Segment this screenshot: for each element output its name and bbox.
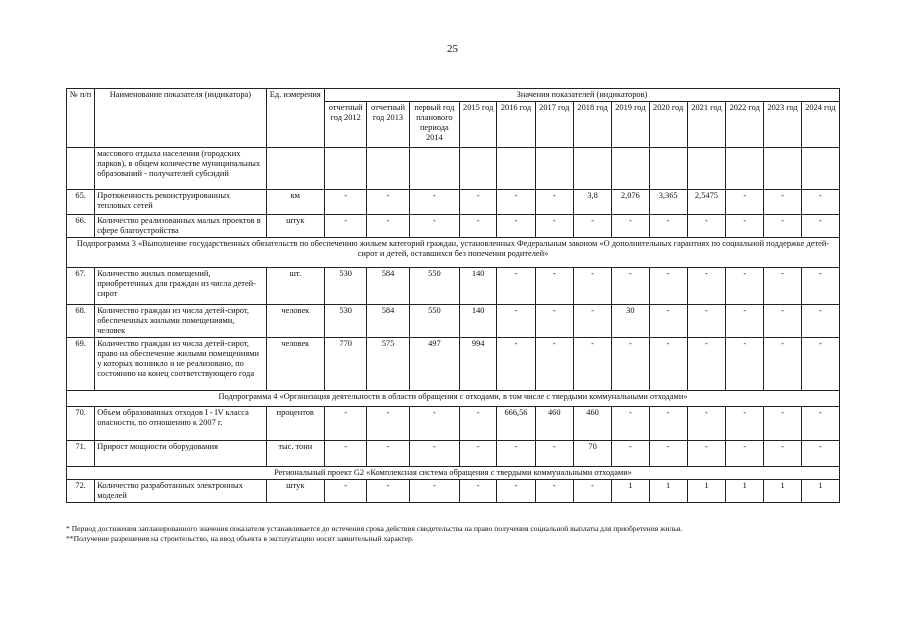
row-value: - xyxy=(573,480,611,503)
row-indicator-name: Количество граждан из числа детей-сирот, право на обеспечение жилыми помещениями у которых возникло и не реализовано, по состоянию на конец соответствующего года xyxy=(95,338,266,391)
row-value: 497 xyxy=(409,338,459,391)
table-row xyxy=(67,480,840,503)
row-indicator-name: Прирост мощности оборудования xyxy=(95,441,266,467)
row-value xyxy=(460,148,497,190)
row-unit: процентов xyxy=(266,407,324,441)
row-value: - xyxy=(325,441,367,467)
row-value: - xyxy=(535,305,573,338)
row-value xyxy=(325,148,367,190)
header-year: 2017 год xyxy=(535,102,573,148)
row-value xyxy=(612,148,649,190)
row-value: - xyxy=(687,407,725,441)
row-value: - xyxy=(497,190,535,215)
row-value xyxy=(649,148,687,190)
row-number xyxy=(67,148,95,190)
row-value: 30 xyxy=(612,305,649,338)
row-value: 1 xyxy=(649,480,687,503)
header-year: 2023 год xyxy=(764,102,801,148)
row-value: 1 xyxy=(687,480,725,503)
row-value: - xyxy=(612,338,649,391)
row-value: - xyxy=(573,305,611,338)
row-value: - xyxy=(573,268,611,305)
row-value: - xyxy=(726,190,764,215)
row-value xyxy=(764,148,801,190)
row-value: 994 xyxy=(460,338,497,391)
row-indicator-name: массового отдыха населения (городских парков), в общем количестве муниципальных образований - получателей субсидий xyxy=(95,148,266,190)
row-number: 69. xyxy=(67,338,95,391)
row-value: - xyxy=(801,190,839,215)
header-unit: Ед. измерения xyxy=(266,89,324,148)
row-value: - xyxy=(687,338,725,391)
header-year: 2020 год xyxy=(649,102,687,148)
row-value: - xyxy=(497,441,535,467)
row-value: - xyxy=(535,441,573,467)
row-unit: км xyxy=(266,190,324,215)
row-value: - xyxy=(460,480,497,503)
table-row xyxy=(67,190,840,215)
row-value: - xyxy=(726,441,764,467)
row-value: - xyxy=(367,407,409,441)
table-row xyxy=(67,441,840,467)
row-value: - xyxy=(726,268,764,305)
row-value: 530 xyxy=(325,305,367,338)
row-value: - xyxy=(409,480,459,503)
row-value: - xyxy=(801,441,839,467)
row-value xyxy=(687,148,725,190)
row-value: - xyxy=(649,268,687,305)
header-year: отчетный год 2012 xyxy=(325,102,367,148)
footnote-1: * Период достижения запланированного значения показателя устанавливается до истечения срока действия свидетельства на право получения социальной выплаты для приобретения жилья. xyxy=(66,524,683,533)
row-value: - xyxy=(726,215,764,238)
row-value: - xyxy=(726,305,764,338)
row-indicator-name: Количество реализованных малых проектов в сфере благоустройства xyxy=(95,215,266,238)
header-year: 2016 год xyxy=(497,102,535,148)
row-unit: штук xyxy=(266,480,324,503)
row-value: - xyxy=(801,215,839,238)
row-value: - xyxy=(497,268,535,305)
row-value: - xyxy=(687,215,725,238)
row-value: - xyxy=(612,407,649,441)
header-year: 2024 год xyxy=(801,102,839,148)
row-value: - xyxy=(535,268,573,305)
row-value: - xyxy=(367,190,409,215)
row-value: 140 xyxy=(460,305,497,338)
row-value: 1 xyxy=(764,480,801,503)
row-value: 550 xyxy=(409,268,459,305)
row-value: - xyxy=(460,215,497,238)
row-value: - xyxy=(367,215,409,238)
row-unit: шт. xyxy=(266,268,324,305)
row-indicator-name: Протяженность реконструированных тепловых сетей xyxy=(95,190,266,215)
row-value: - xyxy=(325,215,367,238)
footnote-2: **Получение разрешения на строительство, на ввод объекта в эксплуатацию носит заявительный характер. xyxy=(66,534,414,543)
row-value: - xyxy=(325,190,367,215)
row-value xyxy=(497,148,535,190)
row-indicator-name: Объем образованных отходов I - IV класса опасности, по отношению к 2007 г. xyxy=(95,407,266,441)
row-value: - xyxy=(573,215,611,238)
row-value: - xyxy=(801,407,839,441)
row-value: - xyxy=(612,441,649,467)
row-value: - xyxy=(460,190,497,215)
row-unit xyxy=(266,148,324,190)
row-value: - xyxy=(649,305,687,338)
header-year: 2019 год xyxy=(612,102,649,148)
row-value: - xyxy=(497,338,535,391)
row-value xyxy=(409,148,459,190)
row-number: 72. xyxy=(67,480,95,503)
section-title: Подпрограмма 4 «Организация деятельности в области обращения с отходами, в том числе с твердыми коммунальными отходами» xyxy=(67,391,840,407)
row-value: - xyxy=(460,441,497,467)
row-value: 530 xyxy=(325,268,367,305)
row-unit: штук xyxy=(266,215,324,238)
section-title: Региональный проект G2 «Комплексная система обращения с твердыми коммунальными отходами» xyxy=(67,467,840,480)
row-value: - xyxy=(764,305,801,338)
row-value: 575 xyxy=(367,338,409,391)
row-number: 65. xyxy=(67,190,95,215)
row-value: - xyxy=(649,215,687,238)
row-value: - xyxy=(801,268,839,305)
header-values-group: Значения показателей (индикаторов) xyxy=(325,89,840,102)
row-value: - xyxy=(764,215,801,238)
row-value: 550 xyxy=(409,305,459,338)
row-value: - xyxy=(497,305,535,338)
section-row xyxy=(67,391,840,407)
row-value: - xyxy=(409,190,459,215)
row-number: 66. xyxy=(67,215,95,238)
footnotes xyxy=(66,524,840,544)
table-row xyxy=(67,407,840,441)
row-value: - xyxy=(726,407,764,441)
row-value: - xyxy=(649,338,687,391)
row-value: 770 xyxy=(325,338,367,391)
row-value: - xyxy=(409,215,459,238)
row-value: - xyxy=(612,215,649,238)
row-value: - xyxy=(687,268,725,305)
table-body xyxy=(67,89,840,503)
row-value: - xyxy=(460,407,497,441)
row-value: - xyxy=(801,338,839,391)
row-value: - xyxy=(764,190,801,215)
row-number: 67. xyxy=(67,268,95,305)
row-value: - xyxy=(367,480,409,503)
row-value: 140 xyxy=(460,268,497,305)
row-value: - xyxy=(649,407,687,441)
row-value: - xyxy=(764,407,801,441)
row-value: - xyxy=(726,338,764,391)
row-value: - xyxy=(801,305,839,338)
header-year: 2022 год xyxy=(726,102,764,148)
table-row xyxy=(67,305,840,338)
row-value: - xyxy=(535,338,573,391)
table-row xyxy=(67,338,840,391)
row-value xyxy=(726,148,764,190)
section-row xyxy=(67,238,840,268)
row-value xyxy=(801,148,839,190)
row-number: 68. xyxy=(67,305,95,338)
row-value: - xyxy=(573,338,611,391)
section-row xyxy=(67,467,840,480)
row-indicator-name: Количество жилых помещений, приобретенных для граждан из числа детей-сирот xyxy=(95,268,266,305)
row-number: 71. xyxy=(67,441,95,467)
row-value: - xyxy=(649,441,687,467)
row-value: 460 xyxy=(535,407,573,441)
header-name: Наименование показателя (индикатора) xyxy=(95,89,266,148)
row-value: - xyxy=(325,407,367,441)
header-year: отчетный год 2013 xyxy=(367,102,409,148)
row-value: - xyxy=(535,215,573,238)
header-year: 2018 год xyxy=(573,102,611,148)
header-num: № п/п xyxy=(67,89,95,148)
row-indicator-name: Количество граждан из числа детей-сирот, обеспеченных жилыми помещениями, человек xyxy=(95,305,266,338)
row-value: 70 xyxy=(573,441,611,467)
row-unit: человек xyxy=(266,305,324,338)
header-year: 2015 год xyxy=(460,102,497,148)
indicators-table xyxy=(66,88,840,503)
row-value: - xyxy=(325,480,367,503)
header-row xyxy=(67,89,840,102)
table-row xyxy=(67,268,840,305)
row-value xyxy=(573,148,611,190)
row-value: - xyxy=(687,305,725,338)
row-value: - xyxy=(409,407,459,441)
row-value: 3,365 xyxy=(649,190,687,215)
row-value: - xyxy=(497,215,535,238)
row-value: - xyxy=(764,441,801,467)
row-value: 666,56 xyxy=(497,407,535,441)
row-value: - xyxy=(612,268,649,305)
row-unit: человек xyxy=(266,338,324,391)
row-value: 2,5475 xyxy=(687,190,725,215)
row-value xyxy=(367,148,409,190)
page-number: 25 xyxy=(447,43,458,55)
row-value: - xyxy=(535,190,573,215)
row-indicator-name: Количество разработанных электронных моделей xyxy=(95,480,266,503)
table-row xyxy=(67,148,840,190)
row-value: - xyxy=(764,268,801,305)
row-value xyxy=(535,148,573,190)
row-value: 1 xyxy=(801,480,839,503)
row-value: 460 xyxy=(573,407,611,441)
row-unit: тыс. тонн xyxy=(266,441,324,467)
row-value: - xyxy=(535,480,573,503)
row-value: 1 xyxy=(726,480,764,503)
row-value: 3,8 xyxy=(573,190,611,215)
row-value: 1 xyxy=(612,480,649,503)
row-value: 2,076 xyxy=(612,190,649,215)
row-value: - xyxy=(409,441,459,467)
row-value: 584 xyxy=(367,268,409,305)
row-value: 584 xyxy=(367,305,409,338)
table-row xyxy=(67,215,840,238)
row-value: - xyxy=(764,338,801,391)
section-title: Подпрограмма 3 «Выполнение государственных обязательств по обеспечению жильем категорий граждан, установленных Федеральным законом «О дополнительных гарантиях по социальной поддержке детей-сирот и детей, оставшихся без попечения родителей» xyxy=(67,238,840,268)
row-value: - xyxy=(687,441,725,467)
row-value: - xyxy=(367,441,409,467)
header-year: первый год планового периода 2014 xyxy=(409,102,459,148)
row-value: - xyxy=(497,480,535,503)
header-year: 2021 год xyxy=(687,102,725,148)
row-number: 70. xyxy=(67,407,95,441)
